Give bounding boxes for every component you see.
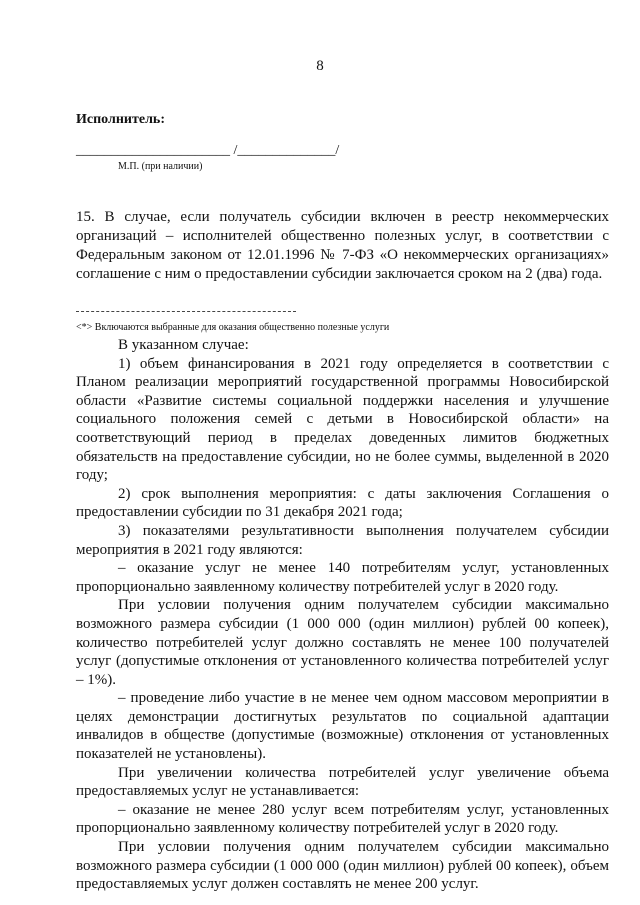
paragraph-mass-event: – проведение либо участие в не менее чем одном массовом мероприятии в целях демонстрации достигнутых результатов по социальной адаптации инвалидов в обществе (допустимые (возможные) отклонения от установленных показателей не установлены). <box>76 690 609 763</box>
footnote: <*> Включаются выбранные для оказания общественно полезные услуги <box>76 322 390 333</box>
paragraph-item-2: 2) срок выполнения мероприятия: с даты заключения Соглашения о предоставлении субсидии по 31 декабря 2021 года; <box>76 485 609 521</box>
paragraph-increase: При увеличении количества потребителей услуг увеличение объема предоставляемых услуг не устанавливается: <box>76 764 609 800</box>
paragraph-intro: В указанном случае: <box>118 337 249 353</box>
paragraph-indicator-140: – оказание услуг не менее 140 потребителям услуг, установленных пропорционально заявленному количеству потребителей услуг в 2020 году. <box>76 560 609 595</box>
paragraph-max-subsidy-consumers: При условии получения одним получателем субсидии максимально возможного размера субсидии (1 000 000 (один миллион) рублей 00 копеек), количество потребителей услуг должно составлять не менее 100 получателей услуг (допустимые отклонения от установленного количества потребителей услуг – 1%). <box>76 597 609 688</box>
paragraph-item-3: 3) показателями результативности выполнения получателем субсидии мероприятия в 2021 году являются: <box>76 522 609 558</box>
executor-label: Исполнитель: <box>76 112 165 127</box>
paragraph-max-subsidy-services: При условии получения одним получателем субсидии максимально возможного размера субсидии (1 000 000 (один миллион) рублей 00 копеек), объем предоставляемых услуг должен составлять не менее 200 услуг. <box>76 839 609 893</box>
signature-line: ______________________ /______________/ <box>76 143 340 158</box>
body-text <box>76 336 609 894</box>
page-number: 8 <box>316 58 324 74</box>
footnote-separator <box>76 311 296 312</box>
paragraph-indicator-280: – оказание не менее 280 услуг всем потребителям услуг, установленных пропорционально заявленному количеству потребителей услуг в 2020 году. <box>76 801 609 837</box>
stamp-note: М.П. (при наличии) <box>118 161 203 172</box>
clause-15: 15. В случае, если получатель субсидии включен в реестр некоммерческих организаций – исполнителей общественно полезных услуг, в соответствии с Федеральным законом от 12.01.1996 № 7-ФЗ «О некоммерческих организациях» соглашение с ним о предоставлении субсидии заключается сроком на 2 (два) года. <box>76 209 609 282</box>
paragraph-item-1: 1) объем финансирования в 2021 году определяется в соответствии с Планом реализации мероприятий государственной программы Новосибирской области «Развитие системы социальной поддержки населения и улучшение социального положения семей с детьми в Новосибирской области» на соответствующий период в пределах доведенных лимитов бюджетных обязательств на предоставление субсидии, но не более суммы, выделенной в 2020 году; <box>76 355 609 484</box>
